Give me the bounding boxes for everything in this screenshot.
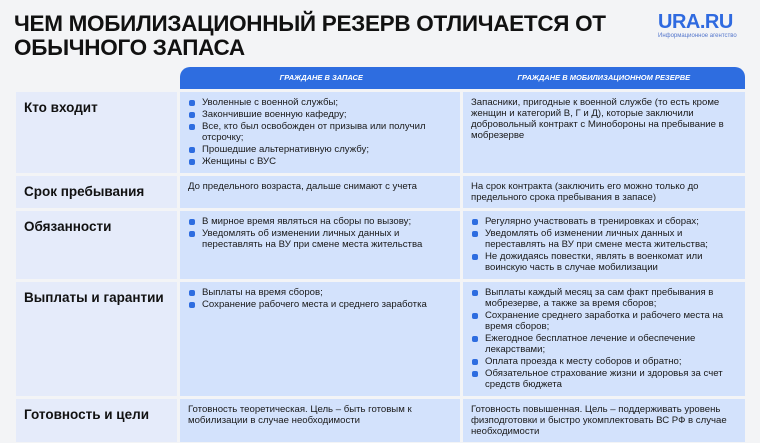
table-row [16, 211, 745, 279]
list-item: Сохранение рабочего места и среднего заработка [188, 299, 452, 310]
page-title: ЧЕМ МОБИЛИЗАЦИОННЫЙ РЕЗЕРВ ОТЛИЧАЕТСЯ ОТ ОБЫЧНОГО ЗАПАСА [14, 11, 606, 60]
row-label: Срок пребывания [16, 176, 177, 208]
list-item: Регулярно участвовать в тренировках и сборах; [471, 216, 737, 227]
cell-reserve [180, 92, 460, 173]
cell-reserve: Готовность теоретическая. Цель – быть готовым к мобилизации в случае необходимости [180, 399, 460, 442]
list-item: Выплаты на время сборов; [188, 287, 452, 298]
list-item: Выплаты каждый месяц за сам факт пребывания в мобрезерве, а также за время сборов; [471, 287, 737, 309]
row-label: Обязанности [16, 211, 177, 279]
cell-mobreserve: Запасники, пригодные к военной службе (то есть кроме женщин и категорий В, Г и Д), которые заключили добровольный контракт с Минобороны на пребывание в мобрезерве [463, 92, 745, 173]
logo [658, 12, 737, 39]
list-item: Обязательное страхование жизни и здоровья за счет средств бюджета [471, 368, 737, 390]
row-label: Готовность и цели [16, 399, 177, 442]
table-row [16, 176, 745, 208]
list-item: Уведомлять об изменении личных данных и переставлять на ВУ при смене места жительства [188, 228, 452, 250]
list-item: Закончившие военную кафедру; [188, 109, 452, 120]
row-label: Выплаты и гарантии [16, 282, 177, 396]
list-item: Ежегодное бесплатное лечение и обеспечение лекарствами; [471, 333, 737, 355]
cell-mobreserve [463, 282, 745, 396]
cell-mobreserve: Готовность повышенная. Цель – поддерживать уровень физподготовки и быстро укомплектовать ВС РФ в случае необходимости [463, 399, 745, 442]
logo-name: URA.RU [658, 11, 733, 33]
cell-reserve [180, 211, 460, 279]
list-item: Все, кто был освобожден от призыва или получил отсрочку; [188, 121, 452, 143]
cell-reserve: До предельного возраста, дальше снимают с учета [180, 176, 460, 208]
list-item: В мирное время являться на сборы по вызову; [188, 216, 452, 227]
list-item: Оплата проезда к месту соборов и обратно; [471, 356, 737, 367]
cell-mobreserve [463, 211, 745, 279]
table-row [16, 282, 745, 396]
list-item: Уведомлять об изменении личных данных и переставлять на ВУ при смене места жительства; [471, 228, 737, 250]
list-item: Прошедшие альтернативную службу; [188, 144, 452, 155]
table-row [16, 399, 745, 442]
list-item: Женщины с ВУС [188, 156, 452, 167]
row-label: Кто входит [16, 92, 177, 173]
logo-subtitle: Информационное агентство [658, 33, 737, 39]
list-item: Сохранение среднего заработка и рабочего места на время сборов; [471, 310, 737, 332]
table-row [16, 92, 745, 173]
cell-mobreserve: На срок контракта (заключить его можно только до предельного срока пребывания в запасе) [463, 176, 745, 208]
table-header [180, 67, 745, 89]
column-header-reserve: ГРАЖДАНЕ В ЗАПАСЕ [279, 73, 363, 82]
column-header-mobreserve: ГРАЖДАНЕ В МОБИЛИЗАЦИОННОМ РЕЗЕРВЕ [517, 73, 691, 82]
comparison-table [16, 92, 745, 442]
cell-reserve [180, 282, 460, 396]
list-item: Не дожидаясь повестки, являть в военкомат или воинскую часть в случае мобилизации [471, 251, 737, 273]
list-item: Уволенные с военной службы; [188, 97, 452, 108]
